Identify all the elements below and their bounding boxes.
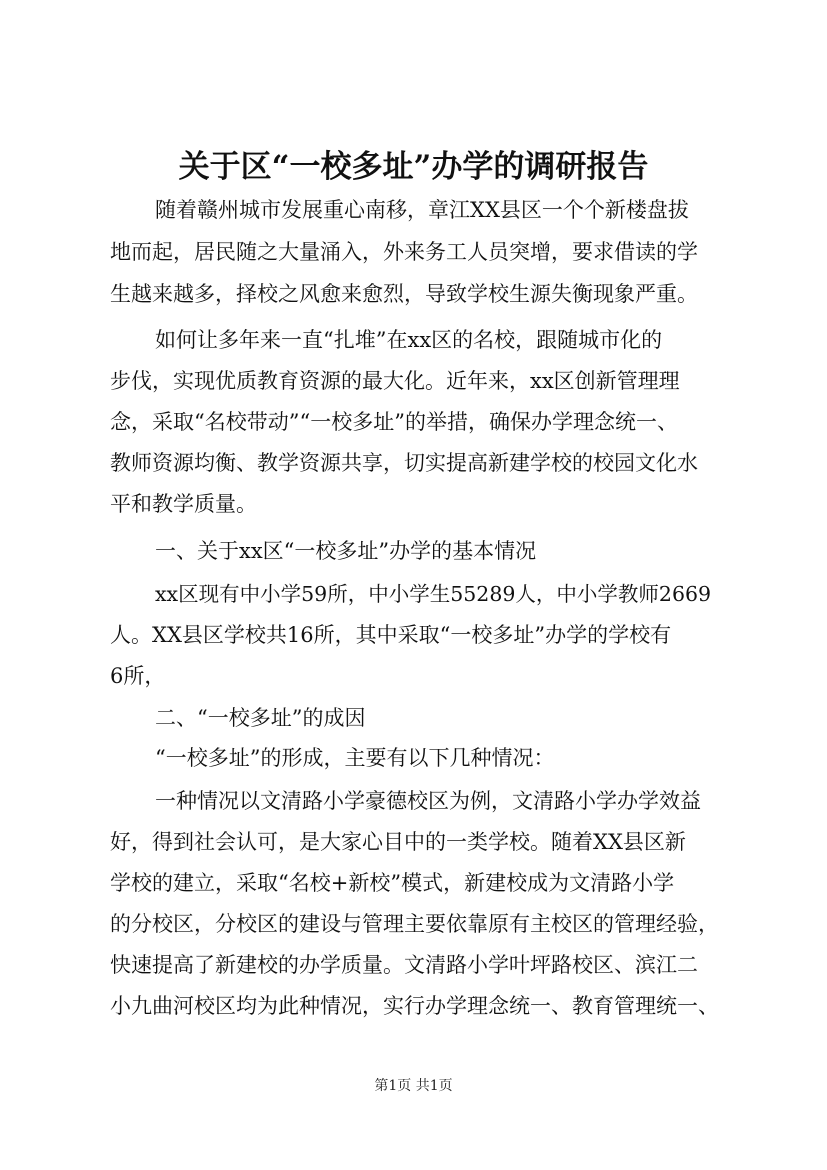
- paragraph-line: 教师资源均衡、教学资源共享，切实提高新建学校的校园文化水: [110, 451, 698, 475]
- paragraph-line: 随着赣州城市发展重心南移，章江XX县区一个个新楼盘拔: [155, 198, 689, 222]
- paragraph-line: 地而起，居民随之大量涌入，外来务工人员突增，要求借读的学: [110, 240, 698, 264]
- paragraph-line: 平和教学质量。: [110, 492, 257, 516]
- paragraph-line: 好，得到社会认可，是大家心目中的一类学校。随着XX县区新: [110, 830, 686, 854]
- paragraph-line: 6所，: [110, 664, 166, 688]
- paragraph-line: 小九曲河校区均为此种情况，实行办学理念统一、教育管理统一、: [110, 994, 719, 1018]
- paragraph-line: xx区现有中小学59所，中小学生55289人，中小学教师2669: [155, 582, 712, 606]
- paragraph-line: 人。XX县区学校共16所，其中采取“一校多址”办学的学校有: [110, 623, 672, 647]
- paragraph-line: 的分校区，分校区的建设与管理主要依靠原有主校区的管理经验，: [110, 912, 719, 936]
- paragraph-line: 步伐，实现优质教育资源的最大化。近年来，xx区创新管理理: [110, 369, 680, 393]
- page-number-footer: 第1页 共1页: [374, 1078, 453, 1094]
- section-heading: 一、关于xx区“一校多址”办学的基本情况: [155, 539, 537, 563]
- paragraph-line: 念，采取“名校带动”“一校多址”的举措，确保办学理念统一、: [110, 410, 678, 434]
- paragraph-line: 如何让多年来一直“扎堆”在xx区的名校，跟随城市化的: [155, 328, 663, 352]
- section-heading: 二、“一校多址”的成因: [155, 706, 366, 730]
- document-title: 关于区“一校多址”办学的调研报告: [178, 149, 649, 185]
- paragraph-line: “一校多址”的形成，主要有以下几种情况：: [155, 746, 555, 770]
- paragraph-line: 快速提高了新建校的办学质量。文清路小学叶坪路校区、滨江二: [110, 953, 698, 977]
- paragraph-line: 一种情况以文清路小学豪德校区为例，文清路小学办学效益: [155, 789, 701, 813]
- paragraph-line: 生越来越多，择校之风愈来愈烈，导致学校生源失衡现象严重。: [110, 282, 698, 306]
- paragraph-line: 学校的建立，采取“名校+新校”模式，新建校成为文清路小学: [110, 871, 675, 895]
